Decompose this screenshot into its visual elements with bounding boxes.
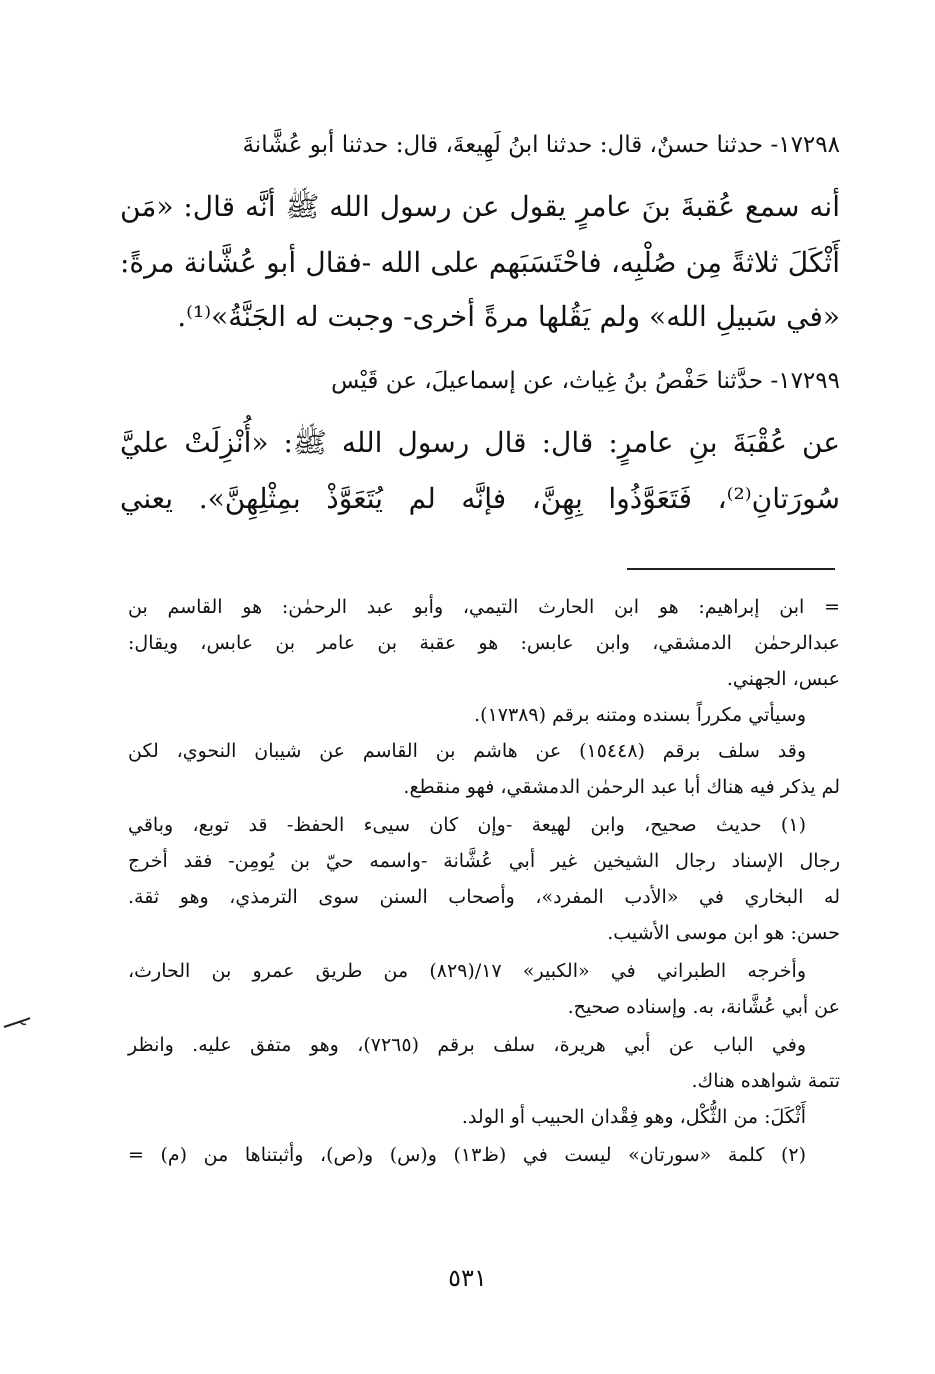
footnote-line: وقد سلف برقم (١٥٤٤٨) عن هاشم بن القاسم عن شيبان النحوي، لكن <box>128 740 807 762</box>
hadith-17299-line-1: عن عُقْبَةَ بنِ عامرٍ: قال: قال رسول الله ﷺ: «أُنْزِلَتْ عليَّ <box>120 426 840 459</box>
footnote-1-line: وأخرجه الطبراني في «الكبير» ١٧/(٨٢٩) من طريق عمرو بن الحارث، <box>128 960 806 982</box>
hadith-17298-isnad: ١٧٢٩٨- حدثنا حسنٌ، قال: حدثنا ابنُ لَهِيعةَ، قال: حدثنا أبو عُشَّانةَ <box>242 132 840 158</box>
footnote-1-line: رجال الإسناد رجال الشيخين غير أبي عُشَّانة -واسمه حيّ بن يُومِن- فقد أخرج <box>128 850 840 872</box>
ink-mark-icon <box>2 1016 32 1030</box>
footnote-line: عبس، الجهني. <box>726 668 840 690</box>
footnote-1-line: (١) حديث صحيح، وابن لهيعة -وإن كان سيىء الحفظ- قد توبع، وباقي <box>128 814 806 836</box>
hadith-17299-line-2: سُورَتانِ⁽²⁾، فَتَعَوَّذُوا بِهِنَّ، فإنَّه لم يُتَعَوَّذْ بمِثْلِهِنَّ». يعني <box>120 482 840 515</box>
footnote-line: لم يذكر فيه هناك أبا عبد الرحمٰن الدمشقي، فهو منقطع. <box>403 776 840 798</box>
hadith-17298-line-1: أنه سمع عُقبةَ بنَ عامرٍ يقول عن رسول الله ﷺ أنَّه قال: «مَن <box>120 190 840 223</box>
footnote-line: وسيأتي مكرراً بسنده ومتنه برقم (١٧٣٨٩). <box>474 704 806 726</box>
page-number: ٥٣١ <box>448 1264 487 1292</box>
footnote-1-line: له البخاري في «الأدب المفرد»، وأصحاب السنن سوى الترمذي، وهو ثقة. <box>128 886 840 908</box>
footnote-separator <box>627 568 835 570</box>
hadith-17299-isnad: ١٧٢٩٩- حدَّثنا حَفْصُ بنُ غِياث، عن إسماعيلَ، عن قَيْس <box>331 368 840 394</box>
hadith-17298-line-3: «في سَبيلِ الله» ولم يَقُلها مرةً أخرى- وجبت له الجَنَّةُ»⁽¹⁾. <box>177 300 840 333</box>
footnote-2-line: (٢) كلمة «سورتان» ليست في (ظ١٣) و(س) و(ص)، وأثبتناها من (م) = <box>128 1144 806 1166</box>
footnote-1-line: حسن: هو ابن موسى الأشيب. <box>607 922 840 944</box>
footnote-line: = ابن إبراهيم: هو ابن الحارث التيمي، وأبو عبد الرحمٰن: هو القاسم بن <box>128 596 840 618</box>
footnote-1-line: عن أبي عُشَّانة، به. وإسناده صحيح. <box>567 996 840 1018</box>
footnote-1-line: وفي الباب عن أبي هريرة، سلف برقم (٧٢٦٥)، وهو متفق عليه. وانظر <box>128 1034 806 1056</box>
footnote-line: عبدالرحمٰن الدمشقي، وابن عابس: هو عقبة بن عامر بن عابس، ويقال: <box>128 632 840 654</box>
hadith-17298-line-2: أَثْكَلَ ثلاثةً مِن صُلْبِه، فاحْتَسَبَهم على الله -فقال أبو عُشَّانة مرةً: <box>120 246 840 279</box>
footnote-1-line: تتمة شواهده هناك. <box>691 1070 840 1092</box>
footnote-1-line: أَثْكَلَ: من الثُّكْل، وهو فِقْدان الحبيب أو الولد. <box>461 1106 806 1128</box>
